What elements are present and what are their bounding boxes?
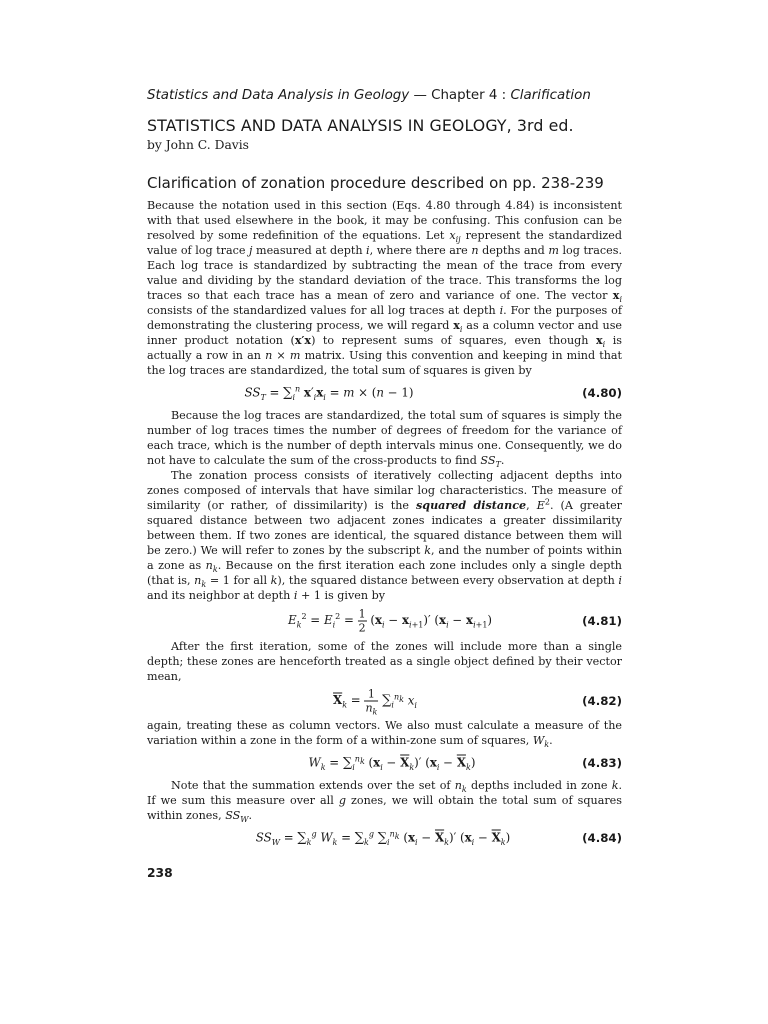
book-title: STATISTICS AND DATA ANALYSIS IN GEOLOGY, 3rd ed.: [147, 116, 574, 135]
equation-number: (4.84): [582, 831, 622, 845]
running-chapter: Clarification: [510, 88, 591, 103]
section-title: Clarification of zonation procedure described on pp. 238-239: [147, 174, 604, 192]
running-title: Statistics and Data Analysis in Geology: [147, 88, 410, 103]
paragraph-1: Because the notation used in this section (Eqs. 4.80 through 4.84) is inconsistent with that used elsewhere in the book, it may be confusing. This confusion can be resolved by some redefinition of the equations. Let $x_{ij}$ represent the standardized value of log trace j measured at depth i, where there are n depths and m log traces. Each log trace is standardized by subtracting the mean of the trace from every value and dividing by the standard deviation of the trace. This transforms the log traces so that each trace has a mean of zero and variance of one. The vector $x_i$ consists of the standardized values for all log traces at depth i. For the purposes of demonstrating the clustering process, we will regard $x_i$ as a column vector and use inner product notation (x′x) to represent sums of squares, even though $x_i$ is actually a row in an n × m matrix. Using this convention and keeping in mind that the log traces are standardized, the total sum of squares is given by: [147, 199, 622, 377]
page-number: 238: [147, 866, 173, 880]
equation-4-80: $SS_T = \sum_i^n$ $x'_ix_i = m \times (n - 1)$ (4.80): [244, 384, 622, 402]
paragraph-6: Note that the summation extends over the set of $n_k$ depths included in zone k. If we sum this measure over all g zones, we will obtain the total sum of squares within zones, $SS_W$.: [147, 779, 623, 825]
paragraph-2: Because the log traces are standardized, the total sum of squares is simply the number of log traces times the number of degrees of freedom for the variance of each trace, which is the number of depth intervals minus one. Consequently, we do not have to calculate the sum of the cross-products to find $SS_T$.: [147, 409, 622, 470]
paragraph-3: The zonation process consists of iteratively collecting adjacent depths into zones composed of intervals that have similar log characteristics. The measure of similarity (or rather, of dissimilarity) is the squared distance, $E^2$. (A greater squared distance between two adjacent zones indicates a greater dissimilarity between them. If two zones are identical, the squared distance between them will be zero.) We will refer to zones by the subscript k, and the number of points within a zone as $n_k$. Because on the first iteration each zone includes only a single depth (that is, $n_k = 1$ for all k), the squared distance between every observation at depth i and its neighbor at depth i + 1 is given by: [147, 469, 622, 602]
document-page: [147, 86, 622, 880]
equation-4-82: $\overline{X}_k$ = $\frac{1}{n_k}$ $\sum_i^{n_k}$ $x_i$ (4.82): [333, 687, 622, 717]
running-separator: — Chapter 4 :: [409, 88, 511, 103]
equation-number: (4.82): [582, 694, 622, 708]
author: by John C. Davis: [147, 138, 249, 152]
equation-number: (4.80): [582, 386, 622, 400]
running-head: [147, 86, 622, 106]
equation-4-84: $SS_W = \sum_k^g$ $W_k = \sum_k^g$ $\sum_i^{n_k}$ $(x_i - \overline{X}_k)'$ $(x_i - \overline{X}_k)$ (4.84): [255, 829, 622, 847]
paragraph-4: After the first iteration, some of the zones will include more than a single depth; these zones are henceforth treated as a single object defined by their vector mean,: [147, 640, 622, 683]
equation-number: (4.83): [582, 756, 622, 770]
paragraph-5: again, treating these as column vectors. We also must calculate a measure of the variation within a zone in the form of a within-zone sum of squares, $W_k$.: [147, 719, 622, 750]
equation-4-83: $W_k = \sum_i^{n_k}$ $(x_i - \overline{X}_k)'$ $(x_i - \overline{X}_k)$ (4.83): [308, 754, 622, 772]
equation-number: (4.81): [582, 614, 622, 628]
equation-4-81: $E_k^2 = E_i^2$ = $\frac{1}{2}$ $(x_i - x_{i+1})'$ $(x_i - x_{i+1})$ (4.81): [287, 607, 622, 635]
